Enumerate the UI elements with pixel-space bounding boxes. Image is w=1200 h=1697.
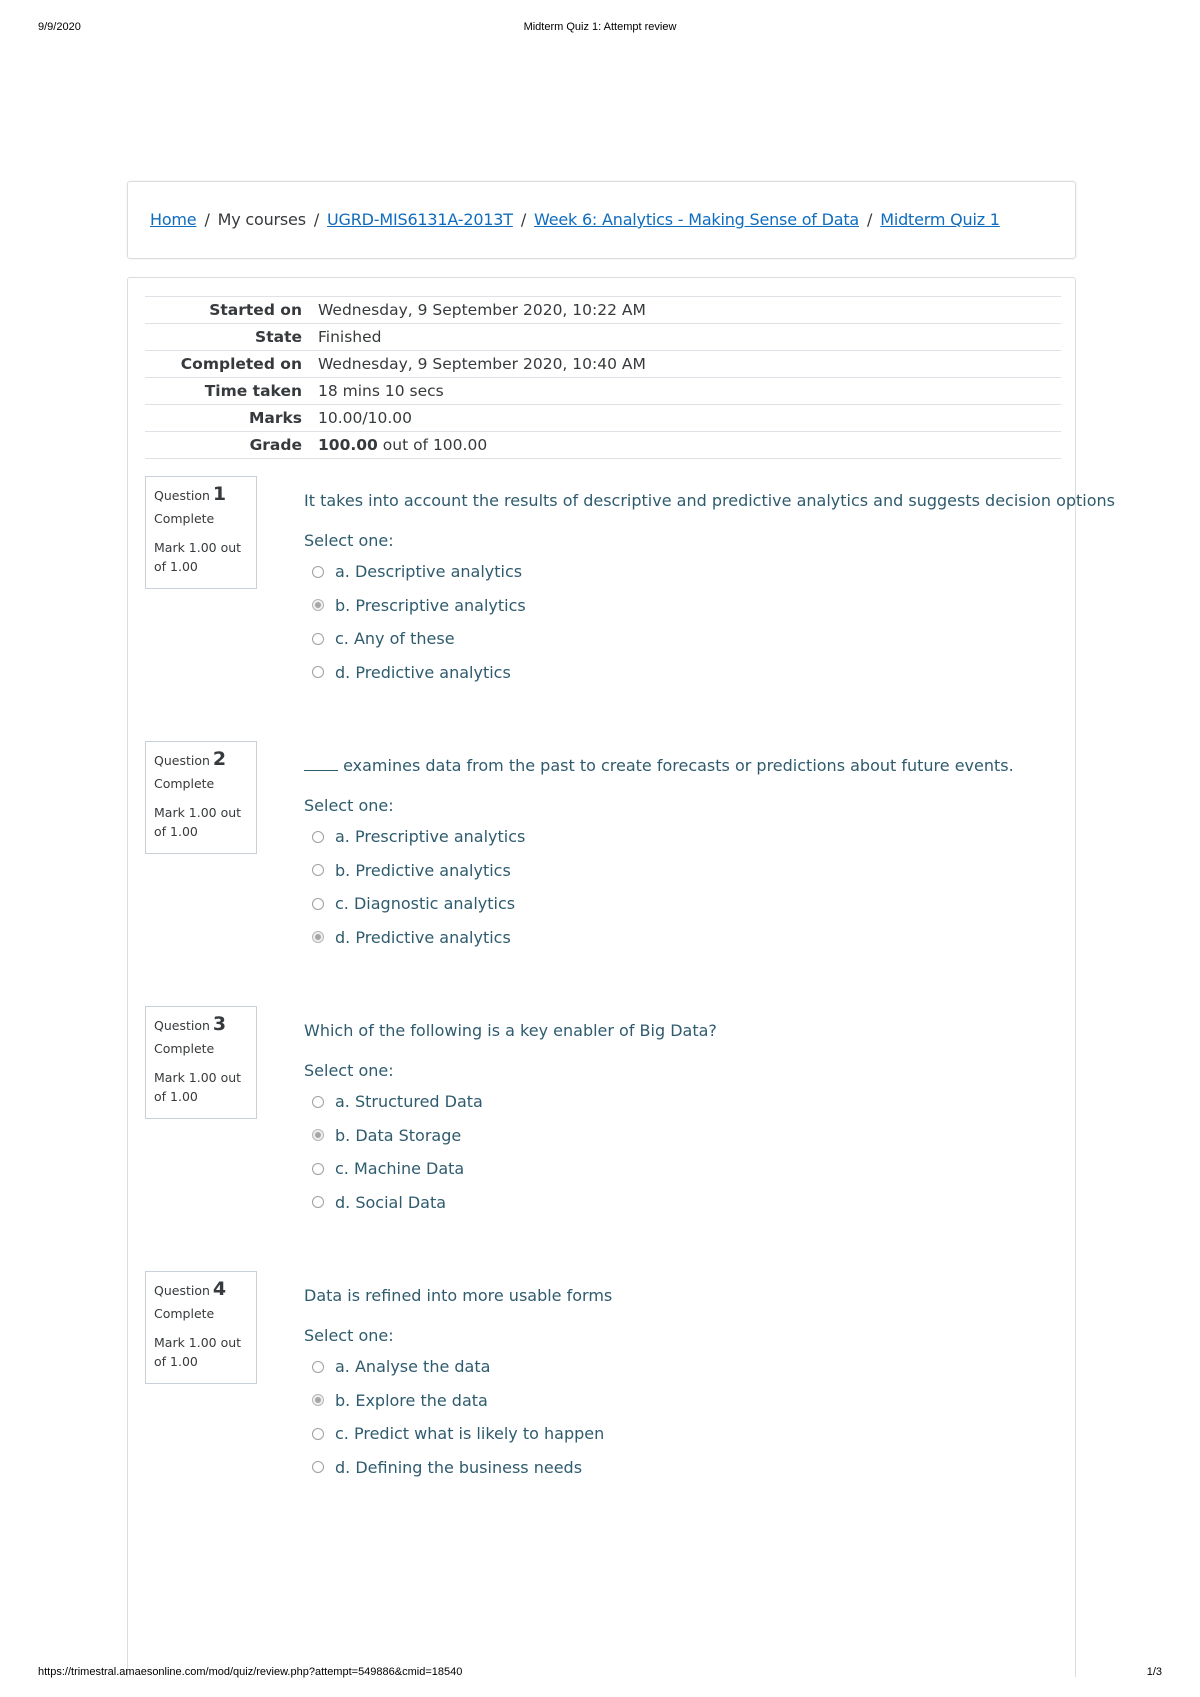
- answer-label: b. Explore the data: [335, 1390, 488, 1410]
- answer-list: [304, 1085, 1061, 1219]
- print-page-number: 1/3: [1146, 1666, 1162, 1678]
- radio-button[interactable]: [312, 1461, 324, 1473]
- breadcrumb-separator: /: [867, 210, 873, 229]
- answer-option[interactable]: [304, 1350, 1061, 1384]
- started-on-value: Wednesday, 9 September 2020, 10:22 AM: [318, 301, 646, 319]
- radio-button[interactable]: [312, 1196, 324, 1208]
- question-content: [304, 1021, 1061, 1219]
- print-url: https://trimestral.amaesonline.com/mod/quiz/review.php?attempt=549886&cmid=18540: [38, 1666, 463, 1678]
- answer-option[interactable]: [304, 820, 1061, 854]
- question-block: [145, 1271, 1061, 1511]
- answer-option[interactable]: [304, 1451, 1061, 1485]
- question-block: [145, 476, 1115, 716]
- radio-button[interactable]: [312, 1361, 324, 1373]
- answer-option[interactable]: [304, 589, 1061, 623]
- summary-row-completed-on: [145, 351, 1061, 378]
- question-label: Question: [154, 488, 210, 503]
- grade-value: 100.00: [318, 436, 378, 454]
- answer-label: c. Any of these: [335, 629, 455, 649]
- question-mark: Mark 1.00 out of 1.00: [154, 1070, 242, 1104]
- select-one-prompt: Select one:: [304, 796, 394, 815]
- answer-label: c. Machine Data: [335, 1159, 465, 1179]
- breadcrumb-home-link[interactable]: Home: [150, 210, 197, 229]
- grade-cell: [318, 432, 1061, 459]
- answer-option[interactable]: [304, 1152, 1061, 1186]
- answer-option[interactable]: [304, 921, 1061, 955]
- attempt-summary-table: [145, 296, 1061, 459]
- question-label: Question: [154, 1018, 210, 1033]
- select-one-prompt: Select one:: [304, 1061, 394, 1080]
- breadcrumb-course-link[interactable]: UGRD-MIS6131A-2013T: [327, 210, 513, 229]
- answer-option[interactable]: [304, 1384, 1061, 1418]
- question-info-box: [145, 1271, 257, 1384]
- question-state: Complete: [154, 511, 215, 526]
- answer-label: b. Predictive analytics: [335, 860, 511, 880]
- print-title: Midterm Quiz 1: Attempt review: [523, 21, 677, 33]
- answer-list: [304, 555, 1061, 689]
- question-number: 2: [212, 748, 227, 770]
- answer-option[interactable]: [304, 622, 1061, 656]
- radio-button-checked[interactable]: [312, 1129, 324, 1141]
- answer-label: b. Data Storage: [335, 1125, 462, 1145]
- answer-label: a. Descriptive analytics: [335, 562, 523, 582]
- started-on-label: Started on: [209, 301, 302, 319]
- answer-list: [304, 820, 1061, 954]
- completed-on-value: Wednesday, 9 September 2020, 10:40 AM: [318, 355, 646, 373]
- question-text-line: [304, 756, 1061, 776]
- radio-button[interactable]: [312, 1096, 324, 1108]
- grade-suffix: out of 100.00: [382, 436, 488, 454]
- question-text: Data is refined into more usable forms: [304, 1286, 613, 1305]
- question-info-box: [145, 476, 257, 589]
- time-taken-value: 18 mins 10 secs: [318, 382, 444, 400]
- question-text: It takes into account the results of descriptive and predictive analytics and suggests decision options: [304, 491, 1115, 510]
- question-block: [145, 741, 1061, 981]
- breadcrumb: [150, 210, 1000, 229]
- summary-row-grade: [145, 432, 1061, 459]
- select-one-prompt: Select one:: [304, 1326, 394, 1345]
- question-content: [304, 1286, 1061, 1484]
- radio-button[interactable]: [312, 831, 324, 843]
- question-number: 4: [212, 1278, 227, 1300]
- radio-button[interactable]: [312, 864, 324, 876]
- question-info-box: [145, 741, 257, 854]
- radio-button-checked[interactable]: [312, 1394, 324, 1406]
- summary-row-state: [145, 324, 1061, 351]
- answer-option[interactable]: [304, 854, 1061, 888]
- radio-button-checked[interactable]: [312, 931, 324, 943]
- question-state: Complete: [154, 776, 215, 791]
- fill-in-blank: [304, 756, 338, 771]
- question-state: Complete: [154, 1041, 215, 1056]
- breadcrumb-separator: /: [204, 210, 210, 229]
- marks-label: Marks: [248, 409, 302, 427]
- answer-option[interactable]: [304, 1186, 1061, 1220]
- state-label: State: [255, 328, 302, 346]
- answer-label: a. Prescriptive analytics: [335, 827, 526, 847]
- answer-list: [304, 1350, 1061, 1484]
- answer-option[interactable]: [304, 656, 1061, 690]
- question-number: 3: [212, 1013, 227, 1035]
- print-footer: [0, 1666, 1200, 1682]
- answer-option[interactable]: [304, 1085, 1061, 1119]
- answer-label: d. Defining the business needs: [335, 1457, 583, 1477]
- answer-option[interactable]: [304, 555, 1061, 589]
- breadcrumb-section-link[interactable]: Week 6: Analytics - Making Sense of Data: [534, 210, 860, 229]
- summary-row-started-on: [145, 297, 1061, 324]
- question-block: [145, 1006, 1061, 1246]
- state-value: Finished: [318, 328, 382, 346]
- summary-row-marks: [145, 405, 1061, 432]
- answer-label: d. Predictive analytics: [335, 662, 511, 682]
- breadcrumb-separator: /: [520, 210, 527, 229]
- marks-value: 10.00/10.00: [318, 409, 412, 427]
- question-text: Which of the following is a key enabler of Big Data?: [304, 1021, 717, 1040]
- answer-label: a. Structured Data: [335, 1092, 483, 1112]
- answer-label: c. Diagnostic analytics: [335, 894, 516, 914]
- breadcrumb-card: [127, 181, 1076, 259]
- breadcrumb-separator: /: [313, 210, 320, 229]
- answer-option[interactable]: [304, 1417, 1061, 1451]
- question-label: Question: [154, 753, 210, 768]
- answer-label: d. Predictive analytics: [335, 927, 511, 947]
- question-text: examines data from the past to create forecasts or predictions about future events.: [343, 756, 1014, 775]
- question-mark: Mark 1.00 out of 1.00: [154, 805, 242, 839]
- answer-option[interactable]: [304, 887, 1061, 921]
- question-state: Complete: [154, 1306, 215, 1321]
- radio-button[interactable]: [312, 666, 324, 678]
- question-label: Question: [154, 1283, 210, 1298]
- radio-button[interactable]: [312, 633, 324, 645]
- time-taken-label: Time taken: [204, 382, 302, 400]
- breadcrumb-quiz-link[interactable]: Midterm Quiz 1: [880, 210, 1000, 229]
- grade-label: Grade: [249, 436, 302, 454]
- question-content: [304, 491, 1115, 689]
- question-mark: Mark 1.00 out of 1.00: [154, 1335, 242, 1369]
- breadcrumb-my-courses: My courses: [217, 210, 306, 229]
- radio-button-checked[interactable]: [312, 599, 324, 611]
- completed-on-label: Completed on: [180, 355, 302, 373]
- select-one-prompt: Select one:: [304, 531, 394, 550]
- radio-button[interactable]: [312, 566, 324, 578]
- print-header: [0, 21, 1200, 37]
- answer-label: b. Prescriptive analytics: [335, 595, 526, 615]
- radio-button[interactable]: [312, 898, 324, 910]
- question-number: 1: [212, 483, 227, 505]
- answer-option[interactable]: [304, 1119, 1061, 1153]
- summary-row-time-taken: [145, 378, 1061, 405]
- radio-button[interactable]: [312, 1163, 324, 1175]
- question-mark: Mark 1.00 out of 1.00: [154, 540, 242, 574]
- print-date: 9/9/2020: [38, 21, 81, 33]
- answer-label: a. Analyse the data: [335, 1357, 491, 1377]
- question-info-box: [145, 1006, 257, 1119]
- answer-label: d. Social Data: [335, 1192, 447, 1212]
- question-content: [304, 756, 1061, 954]
- answer-label: c. Predict what is likely to happen: [335, 1424, 605, 1444]
- radio-button[interactable]: [312, 1428, 324, 1440]
